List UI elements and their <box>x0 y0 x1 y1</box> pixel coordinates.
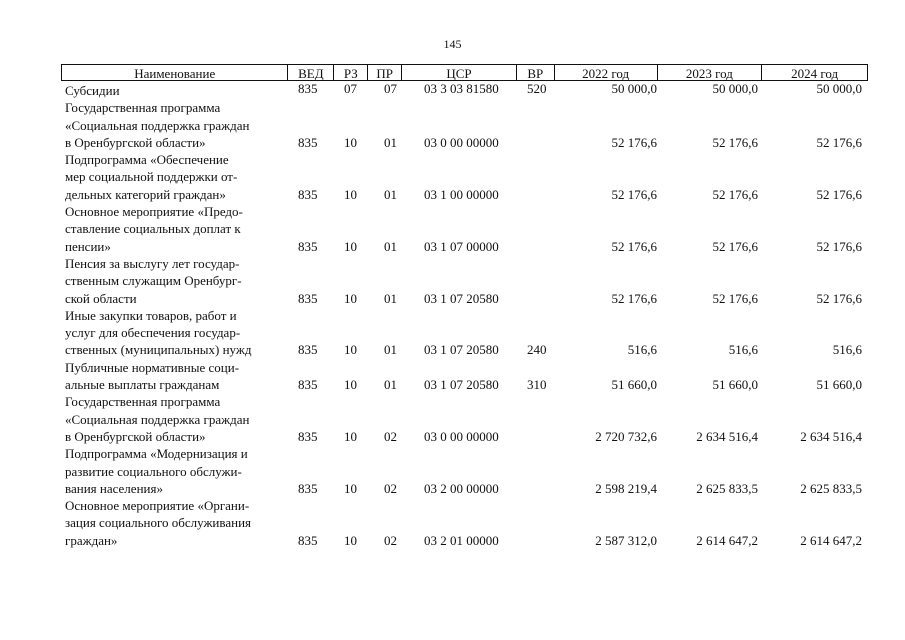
cell-2024: 516,6 <box>832 342 862 358</box>
row-name-line: вания населения» <box>65 480 163 496</box>
row-name-line: зация социального обслуживания <box>65 515 252 531</box>
table-row <box>0 99 905 151</box>
row-name-line: Основное мероприятие «Органи- <box>65 498 250 514</box>
cell-rz: 10 <box>344 186 357 202</box>
cell-vr: 520 <box>527 81 547 96</box>
cell-2022: 50 000,0 <box>611 81 657 96</box>
cell-pr: 01 <box>384 134 397 150</box>
cell-2023: 50 000,0 <box>712 81 758 96</box>
cell-2023: 52 176,6 <box>712 134 758 150</box>
cell-ved: 835 <box>298 480 318 496</box>
cell-csr: 03 0 00 00000 <box>424 428 499 444</box>
row-name-line: «Социальная поддержка граждан <box>65 411 250 427</box>
cell-csr: 03 2 01 00000 <box>424 532 499 548</box>
cell-pr: 02 <box>384 480 397 496</box>
table-row <box>0 203 905 255</box>
row-name-line: ственным служащим Оренбург- <box>65 273 242 289</box>
row-name-line: альные выплаты гражданам <box>65 377 220 393</box>
row-name <box>65 359 285 394</box>
cell-2023: 2 634 516,4 <box>696 428 758 444</box>
table-row <box>0 497 905 549</box>
cell-rz: 10 <box>344 532 357 548</box>
header-vr: ВР <box>517 65 555 80</box>
row-name-line: пенсии» <box>65 238 111 254</box>
cell-ved: 835 <box>298 186 318 202</box>
table-row <box>0 255 905 307</box>
row-name <box>65 203 285 255</box>
row-name-line: Публичные нормативные соци- <box>65 359 240 375</box>
row-name-line: услуг для обеспечения государ- <box>65 325 241 341</box>
row-name-line: Субсидии <box>65 83 120 98</box>
cell-pr: 01 <box>384 186 397 202</box>
header-2023: 2023 год <box>658 65 763 80</box>
table-row <box>0 151 905 203</box>
cell-pr: 01 <box>384 290 397 306</box>
cell-rz: 10 <box>344 342 357 358</box>
row-name-line: граждан» <box>65 532 118 548</box>
header-2022: 2022 год <box>555 65 658 80</box>
row-name-line: Подпрограмма «Обеспечение <box>65 152 229 168</box>
cell-pr: 02 <box>384 532 397 548</box>
row-name-line: «Социальная поддержка граждан <box>65 117 250 133</box>
cell-csr: 03 0 00 00000 <box>424 134 499 150</box>
cell-2022: 2 587 312,0 <box>595 532 657 548</box>
cell-rz: 07 <box>344 81 357 96</box>
row-name <box>65 393 285 445</box>
cell-ved: 835 <box>298 428 318 444</box>
table-row <box>0 359 905 394</box>
cell-ved: 835 <box>298 532 318 548</box>
cell-2024: 2 634 516,4 <box>800 428 862 444</box>
cell-2023: 2 625 833,5 <box>696 480 758 496</box>
header-name: Наименование <box>62 65 288 80</box>
cell-rz: 10 <box>344 134 357 150</box>
cell-2022: 52 176,6 <box>611 290 657 306</box>
row-name-line: ской области <box>65 290 137 306</box>
cell-2024: 50 000,0 <box>816 81 862 96</box>
row-name <box>65 151 285 203</box>
table-body <box>0 82 905 549</box>
header-rz: РЗ <box>334 65 368 80</box>
table-row <box>0 307 905 359</box>
cell-vr: 310 <box>527 377 547 393</box>
cell-2023: 52 176,6 <box>712 238 758 254</box>
cell-rz: 10 <box>344 238 357 254</box>
cell-2024: 2 614 647,2 <box>800 532 862 548</box>
cell-2023: 516,6 <box>728 342 758 358</box>
cell-2022: 52 176,6 <box>611 134 657 150</box>
table-row <box>0 445 905 497</box>
row-name-line: Государственная программа <box>65 100 221 116</box>
cell-pr: 02 <box>384 428 397 444</box>
cell-csr: 03 2 00 00000 <box>424 480 499 496</box>
cell-2022: 52 176,6 <box>611 238 657 254</box>
row-name-line: Основное мероприятие «Предо- <box>65 204 243 220</box>
header-pr: ПР <box>368 65 402 80</box>
row-name-line: дельных категорий граждан» <box>65 186 226 202</box>
header-2024: 2024 год <box>791 66 839 81</box>
cell-csr: 03 1 07 20580 <box>424 342 499 358</box>
cell-pr: 01 <box>384 238 397 254</box>
header-csr: ЦСР <box>402 65 517 80</box>
cell-csr: 03 1 07 00000 <box>424 238 499 254</box>
table-header <box>61 64 868 81</box>
row-name-line: ственных (муниципальных) нужд <box>65 342 252 358</box>
cell-rz: 10 <box>344 377 357 393</box>
cell-2023: 51 660,0 <box>712 377 758 393</box>
cell-2024: 2 625 833,5 <box>800 480 862 496</box>
row-name-line: Подпрограмма «Модернизация и <box>65 446 248 462</box>
row-name-line: в Оренбургской области» <box>65 428 206 444</box>
row-name-line: Иные закупки товаров, работ и <box>65 307 237 323</box>
cell-rz: 10 <box>344 480 357 496</box>
row-name <box>65 82 285 99</box>
cell-vr: 240 <box>527 342 547 358</box>
cell-ved: 835 <box>298 134 318 150</box>
table-row <box>0 393 905 445</box>
cell-ved: 835 <box>298 342 318 358</box>
cell-pr: 01 <box>384 342 397 358</box>
cell-rz: 10 <box>344 428 357 444</box>
cell-2022: 52 176,6 <box>611 186 657 202</box>
cell-2024: 52 176,6 <box>816 134 862 150</box>
cell-2023: 2 614 647,2 <box>696 532 758 548</box>
cell-pr: 07 <box>384 81 397 96</box>
cell-pr: 01 <box>384 377 397 393</box>
page-number: 145 <box>443 37 462 51</box>
cell-csr: 03 1 00 00000 <box>424 186 499 202</box>
cell-csr: 03 3 03 81580 <box>424 81 499 96</box>
cell-csr: 03 1 07 20580 <box>424 377 499 393</box>
row-name-line: Государственная программа <box>65 394 221 410</box>
row-name-line: Пенсия за выслугу лет государ- <box>65 255 240 271</box>
cell-ved: 835 <box>298 290 318 306</box>
cell-2022: 2 720 732,6 <box>595 428 657 444</box>
cell-2022: 51 660,0 <box>611 377 657 393</box>
row-name-line: в Оренбургской области» <box>65 134 206 150</box>
cell-csr: 03 1 07 20580 <box>424 290 499 306</box>
row-name-line: ставление социальных доплат к <box>65 221 241 237</box>
cell-2022: 516,6 <box>627 342 657 358</box>
cell-2024: 52 176,6 <box>816 290 862 306</box>
cell-2024: 52 176,6 <box>816 238 862 254</box>
header-ved: ВЕД <box>288 65 334 80</box>
cell-2024: 52 176,6 <box>816 186 862 202</box>
cell-2023: 52 176,6 <box>712 290 758 306</box>
row-name <box>65 497 285 549</box>
row-name-line: развитие социального обслужи- <box>65 463 242 479</box>
row-name <box>65 445 285 497</box>
row-name <box>65 99 285 151</box>
cell-rz: 10 <box>344 290 357 306</box>
cell-ved: 835 <box>298 238 318 254</box>
cell-ved: 835 <box>298 377 318 393</box>
table-row <box>0 82 905 99</box>
cell-2024: 51 660,0 <box>816 377 862 393</box>
cell-2023: 52 176,6 <box>712 186 758 202</box>
row-name-line: мер социальной поддержки от- <box>65 169 238 185</box>
row-name <box>65 307 285 359</box>
cell-2022: 2 598 219,4 <box>595 480 657 496</box>
cell-ved: 835 <box>298 81 318 96</box>
row-name <box>65 255 285 307</box>
